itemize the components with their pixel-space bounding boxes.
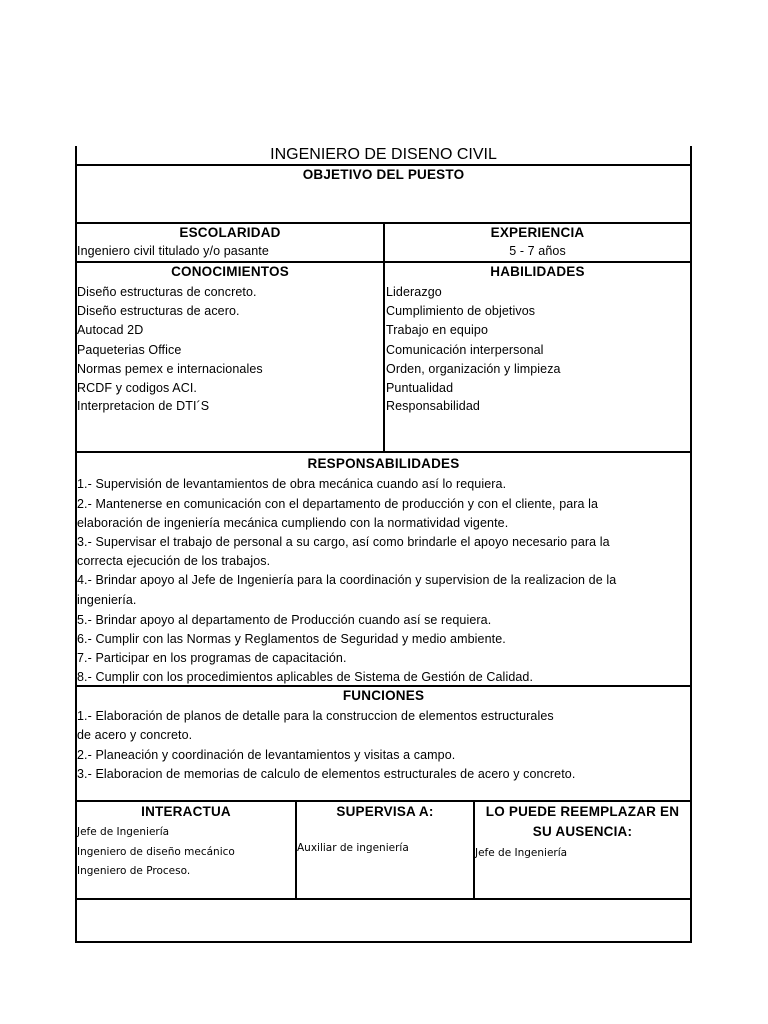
habilidades-item: Orden, organización y limpieza — [386, 362, 561, 376]
interactua-item: Jefe de Ingeniería — [77, 826, 170, 838]
responsabilidad-line: 3.- Supervisar el trabajo de personal a su cargo, así como brindarle el apoyo necesario para la — [77, 535, 610, 549]
page-title: INGENIERO DE DISENO CIVIL — [270, 146, 497, 163]
conocimientos-item: RCDF y codigos ACI. — [77, 381, 197, 395]
responsabilidad-line: 4.- Brindar apoyo al Jefe de Ingeniería para la coordinación y supervision de la realizacion de la — [77, 573, 617, 587]
bottom-border — [75, 941, 692, 943]
responsabilidad-line: ingeniería. — [77, 593, 137, 607]
responsabilidad-line: 8.- Cumplir con los procedimientos aplicables de Sistema de Gestión de Calidad. — [77, 670, 534, 684]
rule-under-funciones — [75, 800, 692, 802]
conocimientos-item: Autocad 2D — [77, 323, 144, 337]
reemplazo-heading-line2: SU AUSENCIA: — [532, 824, 633, 839]
conocimientos-item: Interpretacion de DTI´S — [77, 399, 210, 413]
responsabilidades-heading: RESPONSABILIDADES — [307, 456, 460, 471]
responsabilidad-line: 1.- Supervisión de levantamientos de obra mecánica cuando así lo requiera. — [77, 477, 507, 491]
interactua-item: Ingeniero de Proceso. — [77, 865, 191, 877]
rule-under-conocimientos — [75, 451, 692, 453]
funcion-line: 1.- Elaboración de planos de detalle para la construccion de elementos estructurales — [77, 709, 554, 723]
habilidades-heading: HABILIDADES — [490, 264, 585, 279]
conocimientos-item: Diseño estructuras de acero. — [77, 304, 240, 318]
reemplazo-value: Jefe de Ingeniería — [475, 847, 568, 859]
responsabilidad-line: 6.- Cumplir con las Normas y Reglamentos de Seguridad y medio ambiente. — [77, 632, 506, 646]
interactua-item: Ingeniero de diseño mecánico — [77, 846, 235, 858]
escolaridad-value: Ingeniero civil titulado y/o pasante — [77, 244, 269, 258]
objetivo-heading: OBJETIVO DEL PUESTO — [302, 167, 465, 182]
supervisa-value: Auxiliar de ingeniería — [297, 842, 409, 854]
experiencia-value: 5 - 7 años — [509, 244, 566, 258]
habilidades-item: Puntualidad — [386, 381, 454, 395]
interactua-heading: INTERACTUA — [141, 804, 231, 819]
responsabilidad-line: 5.- Brindar apoyo al departamento de Producción cuando así se requiera. — [77, 613, 492, 627]
responsabilidad-line: 7.- Participar en los programas de capacitación. — [77, 651, 347, 665]
funcion-line: de acero y concreto. — [77, 728, 193, 742]
reemplazo-heading-line1: LO PUEDE REEMPLAZAR EN — [485, 804, 680, 819]
escolaridad-heading: ESCOLARIDAD — [179, 225, 281, 240]
conocimientos-item: Paqueterias Office — [77, 343, 182, 357]
responsabilidad-line: elaboración de ingeniería mecánica cumpliendo con la normatividad vigente. — [77, 516, 509, 530]
rule-under-interactua — [75, 898, 692, 900]
habilidades-item: Cumplimiento de objetivos — [386, 304, 536, 318]
habilidades-item: Comunicación interpersonal — [386, 343, 544, 357]
funcion-line: 3.- Elaboracion de memorias de calculo de elementos estructurales de acero y concreto. — [77, 767, 576, 781]
funciones-heading: FUNCIONES — [342, 688, 425, 703]
experiencia-heading: EXPERIENCIA — [490, 225, 585, 240]
habilidades-item: Responsabilidad — [386, 399, 480, 413]
conocimientos-heading: CONOCIMIENTOS — [171, 264, 289, 279]
rule-under-title — [75, 164, 692, 166]
responsabilidad-line: 2.- Mantenerse en comunicación con el departamento de producción y con el cliente, para la — [77, 497, 599, 511]
conocimientos-item: Normas pemex e internacionales — [77, 362, 263, 376]
rule-under-responsabilidades — [75, 685, 692, 687]
funcion-line: 2.- Planeación y coordinación de levantamientos y visitas a campo. — [77, 748, 456, 762]
habilidades-item: Liderazgo — [386, 285, 442, 299]
conocimientos-item: Diseño estructuras de concreto. — [77, 285, 257, 299]
right-border — [690, 146, 692, 943]
habilidades-item: Trabajo en equipo — [386, 323, 489, 337]
supervisa-heading: SUPERVISA A: — [336, 804, 434, 819]
responsabilidad-line: correcta ejecución de los trabajos. — [77, 554, 271, 568]
